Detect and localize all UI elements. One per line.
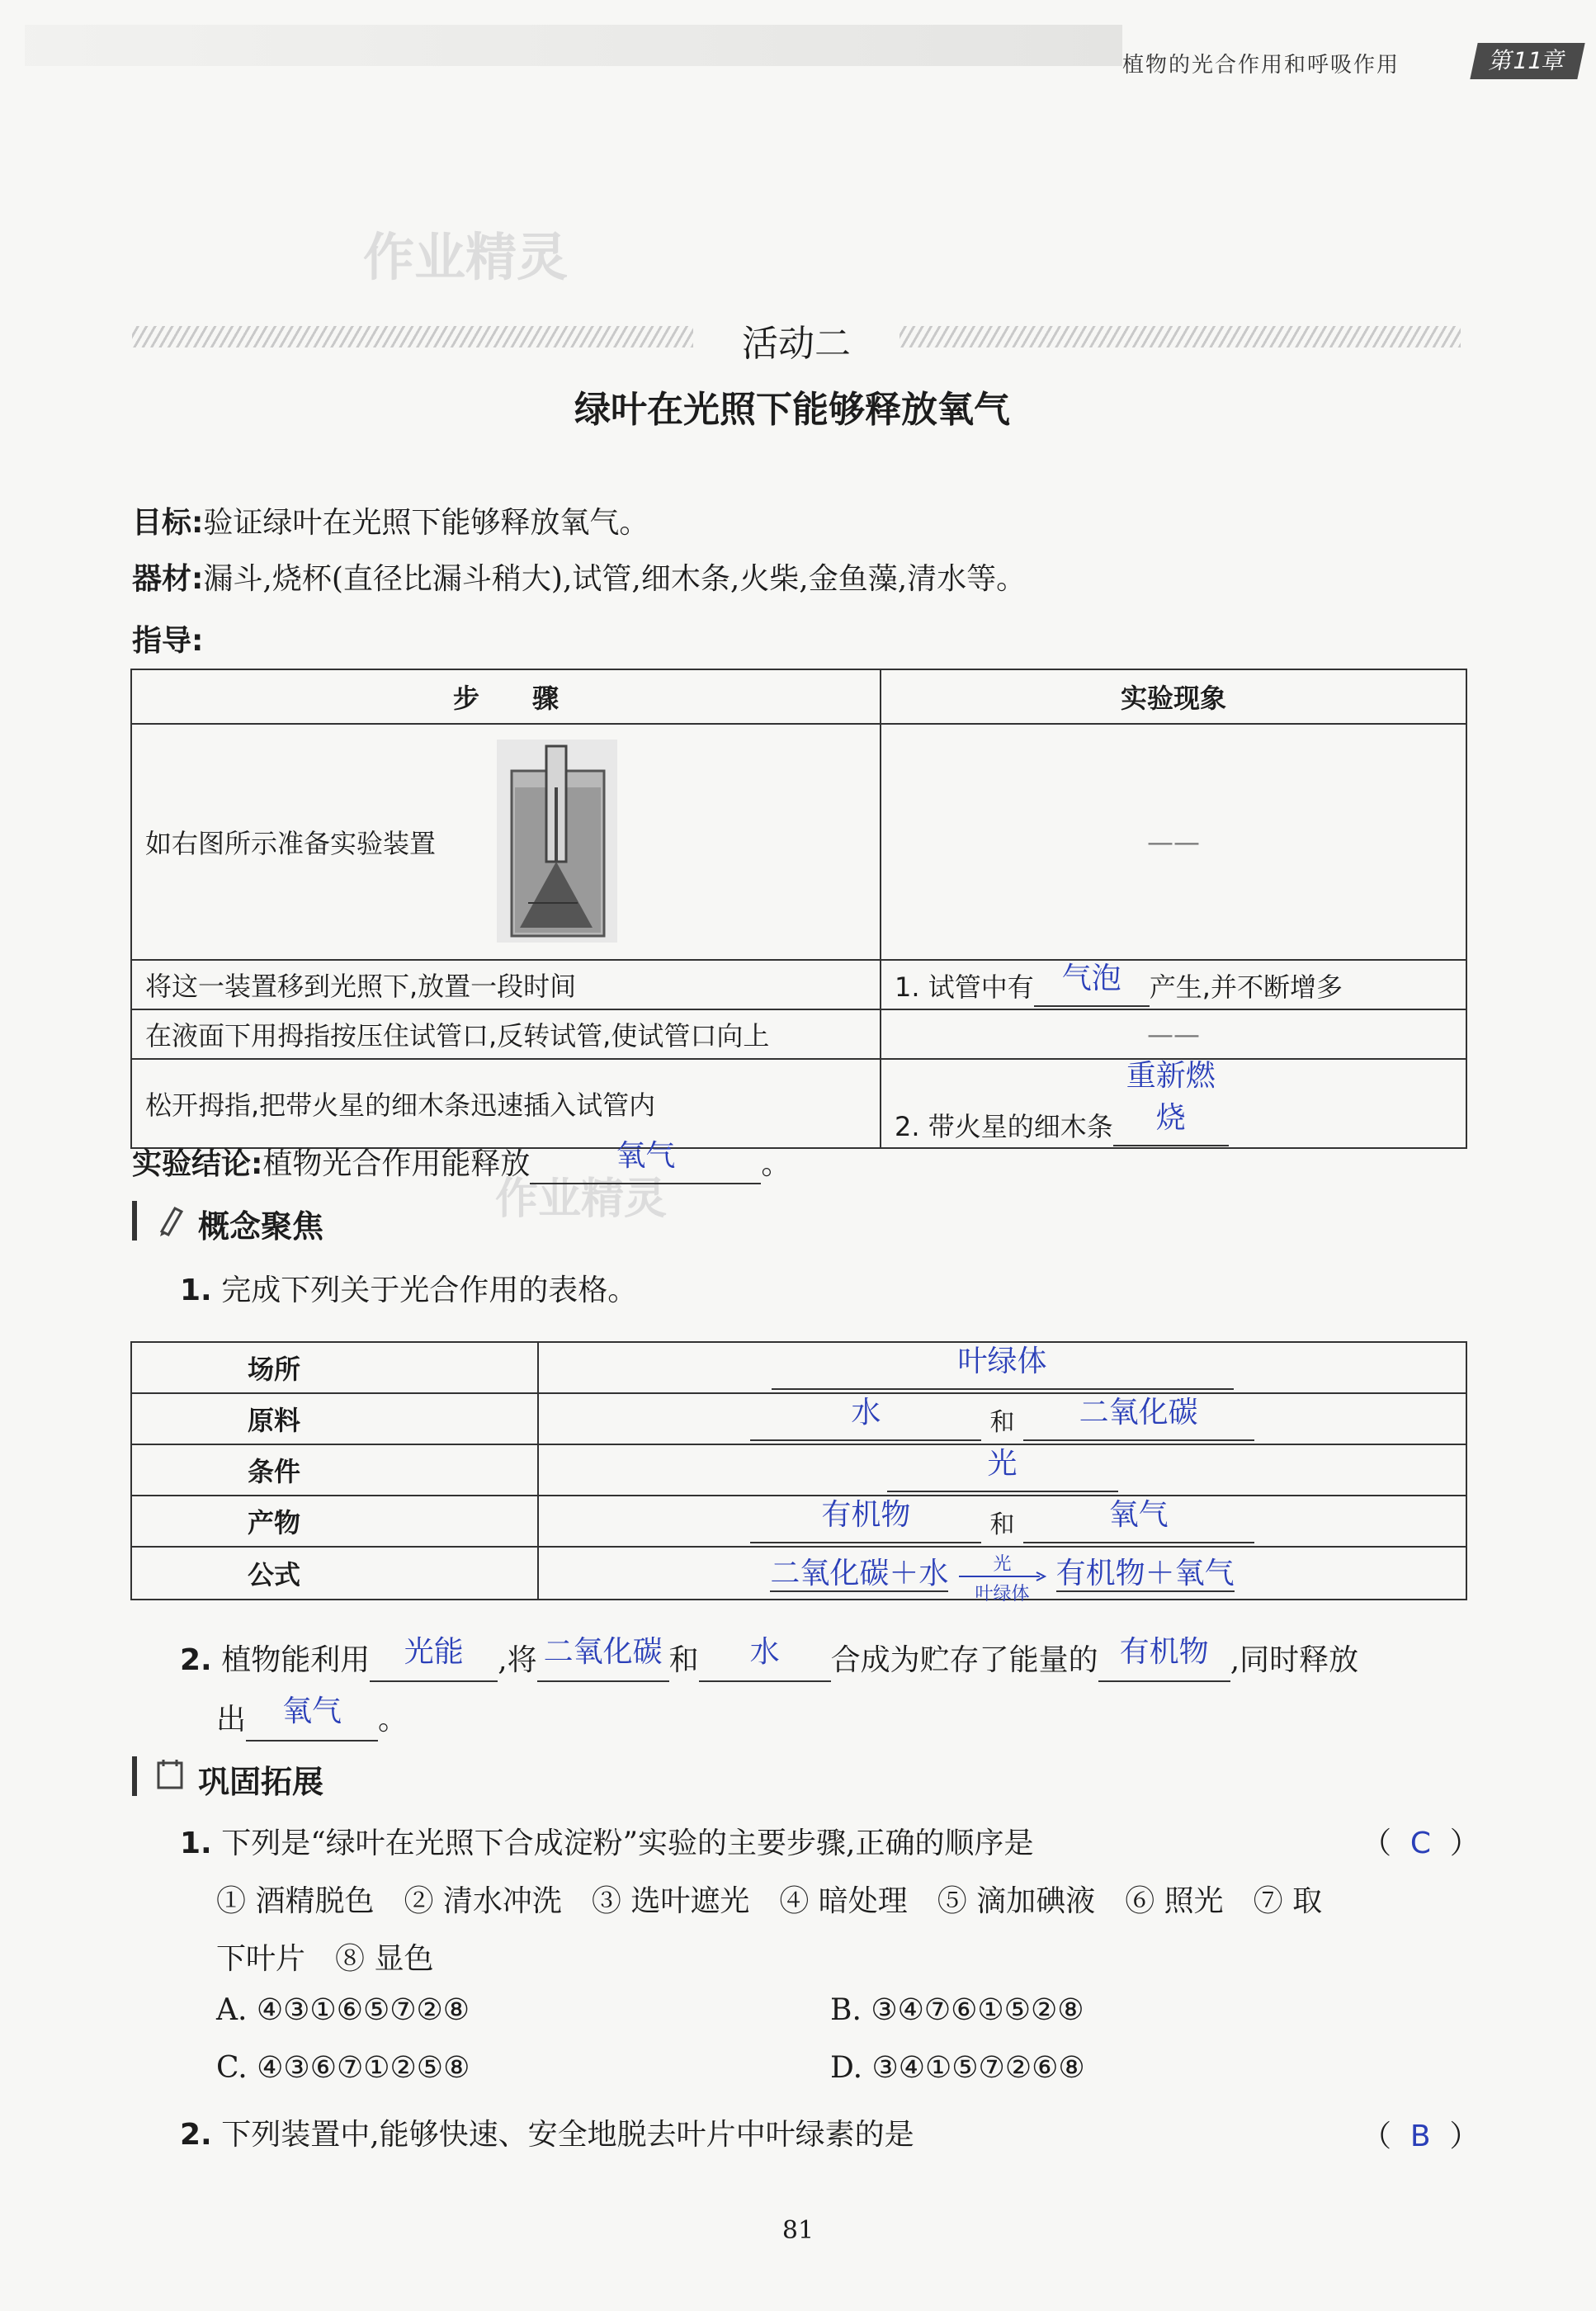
q2-text: 植物能利用 <box>221 1643 371 1677</box>
formula-arrow <box>957 1554 1048 1605</box>
watermark-2: 作业精灵 <box>495 1174 668 1224</box>
answer-text: 氧气 <box>282 1694 342 1728</box>
mc2-answer: B <box>1409 2120 1431 2153</box>
conclusion-text: 植物光合作用能释放 <box>262 1147 531 1181</box>
q2-text: ,将 <box>498 1643 537 1677</box>
q2-text: ,同时释放 <box>1230 1643 1359 1677</box>
table-row <box>131 1009 1466 1059</box>
materials-text: 漏斗,烧杯(直径比漏斗稍大),试管,细木条,火柴,金鱼藻,清水等。 <box>203 562 1027 596</box>
answer-blank <box>530 1141 761 1184</box>
mc1-option-c: C. ④③⑥⑦①②⑤⑧ <box>216 2051 470 2085</box>
answer-blank <box>1098 1635 1230 1682</box>
answer-text: 水 <box>851 1395 881 1430</box>
answer-blank <box>750 1497 981 1543</box>
q2-text: 和 <box>668 1643 699 1677</box>
mc1-answer: C <box>1409 1827 1432 1860</box>
formula-condition-top: 光 <box>993 1554 1012 1576</box>
row-content <box>538 1444 1466 1496</box>
joiner: 和 <box>989 1510 1015 1539</box>
answer-blank <box>1023 1497 1254 1543</box>
answer-text: 光 <box>987 1446 1018 1481</box>
answer-blank <box>537 1635 669 1682</box>
formula-right: 有机物＋氧气 <box>1055 1556 1235 1590</box>
phenomenon-prefix: 2. 带火星的细木条 <box>895 1111 1113 1142</box>
guide-step-cell <box>131 724 881 960</box>
beaker-apparatus-image <box>495 738 619 944</box>
conclusion-line <box>132 1141 791 1184</box>
mc1-option-a: A. ④③①⑥⑤⑦②⑧ <box>216 1993 470 2027</box>
page-number: 81 <box>781 2216 815 2245</box>
guide-step-text: 如右图所示准备实验装置 <box>145 828 437 859</box>
row-content <box>538 1393 1466 1444</box>
row-label: 产物 <box>131 1496 538 1547</box>
activity-title: 绿叶在光照下能够释放氧气 <box>574 389 1010 431</box>
goal-label: 目标: <box>132 506 204 540</box>
guide-phenomenon-cell: —— <box>881 724 1466 960</box>
mc1-items-line1: ① 酒精脱色 ② 清水冲洗 ③ 选叶遮光 ④ 暗处理 ⑤ 滴加碘液 ⑥ 照光 ⑦ 取 <box>216 1884 1323 1918</box>
answer-blank <box>1113 1061 1229 1146</box>
section-bar <box>132 1201 137 1241</box>
guide-phenomenon-cell: —— <box>881 1009 1466 1059</box>
answer-text: 二氧化碳 <box>543 1635 663 1669</box>
mc1-option-d: D. ③④①⑤⑦②⑥⑧ <box>830 2051 1085 2085</box>
answer-blank <box>750 1397 981 1441</box>
row-label: 公式 <box>131 1547 538 1600</box>
mc2-number: 2. <box>180 2118 212 2152</box>
answer-text: 有机物 <box>821 1497 911 1532</box>
guide-label: 指导: <box>132 624 204 658</box>
formula-left: 二氧化碳＋水 <box>770 1556 949 1590</box>
answer-blank <box>887 1446 1118 1492</box>
mc2-answer-paren: （ B ） <box>1362 2120 1480 2153</box>
q2-text: 。 <box>378 1703 408 1737</box>
phenomenon-prefix: 1. 试管中有 <box>895 971 1034 1003</box>
guide-header-step: 步 骤 <box>131 669 881 724</box>
row-content <box>538 1496 1466 1547</box>
answer-text: 有机物 <box>1119 1635 1209 1669</box>
answer-text: 水 <box>749 1635 780 1669</box>
guide-step-cell: 松开拇指,把带火星的细木条迅速插入试管内 <box>131 1059 881 1148</box>
conclusion-label: 实验结论: <box>132 1147 263 1181</box>
section-bar <box>132 1756 137 1796</box>
table-row <box>131 1547 1466 1600</box>
row-label: 条件 <box>131 1444 538 1496</box>
table-row <box>131 1496 1466 1547</box>
table-row <box>131 1059 1466 1148</box>
answer-text: 叶绿体 <box>957 1344 1047 1378</box>
answer-blank <box>370 1635 498 1682</box>
header-decor-band <box>25 25 1122 66</box>
q1-number: 1. <box>180 1274 212 1307</box>
joiner: 和 <box>989 1407 1015 1437</box>
row-content <box>538 1342 1466 1393</box>
mc1-items-line2: 下叶片 ⑧ 显色 <box>216 1942 434 1976</box>
chapter-badge: 第11章 <box>1470 43 1584 79</box>
q1-text: 完成下列关于光合作用的表格。 <box>221 1274 638 1307</box>
answer-text: 光能 <box>404 1635 464 1669</box>
answer-text: 氧气 <box>616 1139 676 1173</box>
answer-blank <box>1034 963 1150 1007</box>
q2-number: 2. <box>180 1643 212 1677</box>
row-label: 原料 <box>131 1393 538 1444</box>
mc2-question <box>180 2111 914 2153</box>
phenomenon-suffix: 产生,并不断增多 <box>1149 971 1343 1003</box>
section-title-extend: 巩固拓展 <box>198 1764 324 1800</box>
guide-phenomenon-cell <box>881 1059 1466 1148</box>
goal-text: 验证绿叶在光照下能够释放氧气。 <box>203 506 649 540</box>
chapter-title: 植物的光合作用和呼吸作用 <box>1122 53 1400 78</box>
table-row <box>131 1393 1466 1444</box>
table-row <box>131 1342 1466 1393</box>
answer-blank <box>772 1346 1234 1390</box>
table-row <box>131 960 1466 1009</box>
mc2-text: 下列装置中,能够快速、安全地脱去叶片中叶绿素的是 <box>221 2118 914 2152</box>
q2-text: 合成为贮存了能量的 <box>830 1643 1098 1677</box>
formula-cell <box>538 1547 1466 1605</box>
mc1-option-b: B. ③④⑦⑥①⑤②⑧ <box>830 1993 1084 2027</box>
goal-line <box>132 499 649 541</box>
answer-blank <box>246 1694 378 1742</box>
page-header <box>0 0 1596 99</box>
guide-header-phenomenon: 实验现象 <box>881 669 1466 724</box>
mc1-text: 下列是“绿叶在光照下合成淀粉”实验的主要步骤,正确的顺序是 <box>221 1827 1034 1860</box>
answer-text: 重新燃烧 <box>1126 1059 1216 1135</box>
heading-hatch-right <box>900 326 1461 347</box>
table-row <box>131 1444 1466 1496</box>
table-row <box>131 724 1466 960</box>
row-label: 场所 <box>131 1342 538 1393</box>
q2-line2 <box>216 1694 408 1742</box>
guide-phenomenon-cell <box>881 960 1466 1009</box>
mc1-number: 1. <box>180 1827 212 1860</box>
answer-blank <box>1023 1397 1254 1441</box>
guide-step-cell: 将这一装置移到光照下,放置一段时间 <box>131 960 881 1009</box>
q2-text: 出 <box>216 1703 247 1737</box>
materials-line <box>132 555 1026 598</box>
formula-condition-bottom: 叶绿体 <box>975 1584 1030 1605</box>
q2-line1 <box>180 1635 1359 1682</box>
guide-table <box>130 669 1467 1149</box>
mc1-answer-paren: （ C ） <box>1362 1827 1480 1860</box>
photosynthesis-table <box>130 1341 1467 1605</box>
activity-label: 活动二 <box>742 323 851 365</box>
pencil-icon <box>157 1203 185 1236</box>
notebook-icon <box>155 1758 185 1791</box>
conclusion-end: 。 <box>761 1147 791 1181</box>
section-title-concept: 概念聚焦 <box>198 1208 324 1245</box>
guide-step-cell: 在液面下用拇指按压住试管口,反转试管,使试管口向上 <box>131 1009 881 1059</box>
answer-text: 气泡 <box>1061 961 1121 995</box>
q1-line <box>180 1267 637 1309</box>
mc1-question <box>180 1820 1033 1862</box>
answer-blank <box>699 1635 831 1682</box>
heading-hatch-left <box>132 326 693 347</box>
watermark: 作业精灵 <box>363 227 569 287</box>
materials-label: 器材: <box>132 562 204 596</box>
answer-text: 二氧化碳 <box>1079 1395 1198 1430</box>
answer-text: 氧气 <box>1108 1497 1169 1532</box>
